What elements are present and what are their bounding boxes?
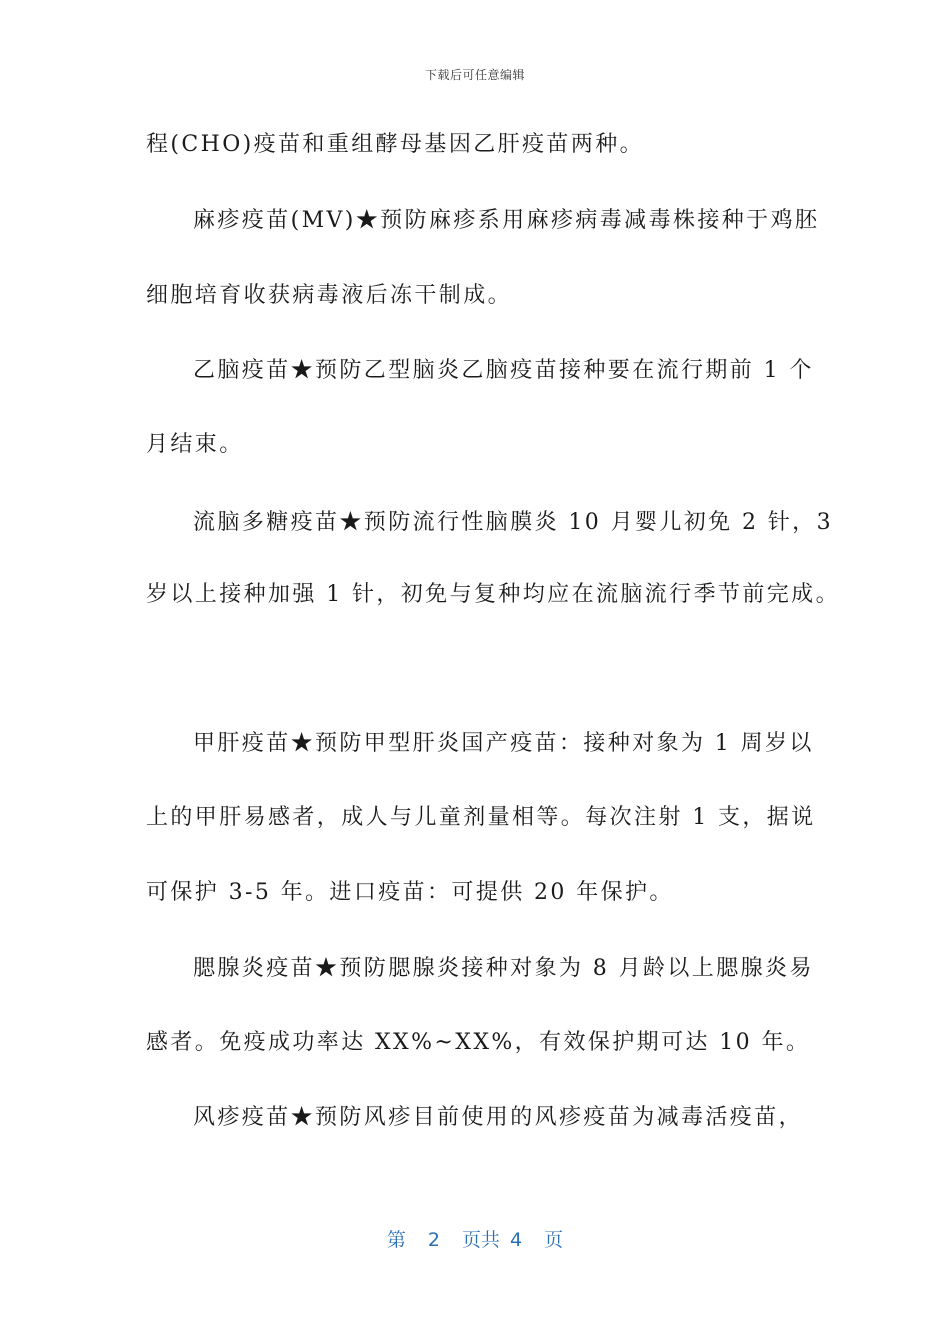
footer-total-pages: 4 [510,1229,523,1251]
header-note: 下载后可任意编辑 [424,68,525,82]
paragraph-line: 程(CHO)疫苗和重组酵母基因乙肝疫苗两种。 [146,132,645,157]
paragraph-line: 腮腺炎疫苗★预防腮腺炎接种对象为 8 月龄以上腮腺炎易 [193,956,814,981]
footer-prefix: 第 [386,1229,406,1251]
footer-middle: 页共 [461,1229,500,1251]
paragraph-line: 流脑多糖疫苗★预防流行性脑膜炎 10 月婴儿初免 2 针，3 [193,510,833,535]
paragraph-line: 细胞培育收获病毒液后冻干制成。 [146,283,513,308]
paragraph-line: 麻疹疫苗(MV)★预防麻疹系用麻疹病毒减毒株接种于鸡胚 [193,208,820,233]
paragraph-line: 乙脑疫苗★预防乙型脑炎乙脑疫苗接种要在流行期前 1 个 [193,358,814,383]
paragraph-line: 感者。免疫成功率达 XX%~XX%，有效保护期可达 10 年。 [146,1030,811,1055]
footer-page-number: 2 [427,1229,440,1251]
page-footer [0,1225,950,1252]
paragraph-line: 甲肝疫苗★预防甲型肝炎国产疫苗：接种对象为 1 周岁以 [193,731,814,756]
paragraph-line: 上的甲肝易感者，成人与儿童剂量相等。每次注射 1 支，据说 [146,805,816,830]
paragraph-line: 风疹疫苗★预防风疹目前使用的风疹疫苗为减毒活疫苗， [193,1105,804,1130]
paragraph-line: 岁以上接种加强 1 针，初免与复种均应在流脑流行季节前完成。 [146,582,840,607]
paragraph-line: 可保护 3-5 年。进口疫苗：可提供 20 年保护。 [146,880,674,905]
footer-suffix: 页 [544,1229,564,1251]
paragraph-line: 月结束。 [146,432,244,457]
